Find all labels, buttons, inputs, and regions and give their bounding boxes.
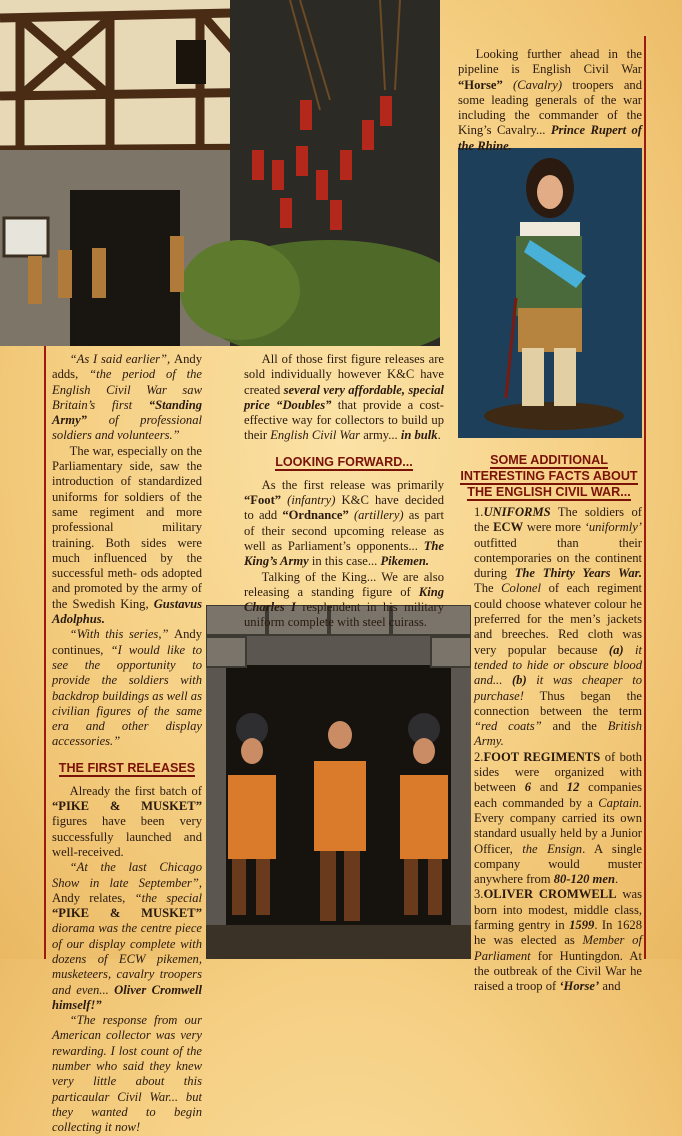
column-2	[244, 352, 444, 631]
body-text: and	[599, 979, 621, 994]
uniforms-term: UNIFORMS	[483, 505, 551, 519]
doubles-emphasis: several very affordable, special price “Doubles”	[244, 382, 444, 412]
pike-musket-name: “PIKE & MUSKET”	[52, 799, 202, 814]
cavalry-term: (Cavalry)	[502, 77, 563, 92]
intro-right-text	[458, 47, 642, 154]
fact-number: 2.	[474, 749, 484, 764]
pikemen-term: Pikemen.	[380, 554, 430, 569]
body-text: and	[531, 780, 567, 795]
body-text: Talking of the King... We are also releasing a standing figure of	[244, 569, 444, 599]
cromwell-term: OLIVER CROMWELL	[483, 887, 617, 902]
body-text: .	[437, 428, 441, 443]
birth-year: 1599	[569, 918, 595, 933]
body-text: resplendent in his military uniform complete with steel cuirass.	[244, 600, 444, 630]
body-text: for Huntingdon. At the outbreak of the Civil War he raised a troop of	[474, 948, 642, 994]
body-text: Every company carried its own standard usually held by a Junior Officer,	[474, 810, 642, 856]
number: 6	[524, 780, 532, 795]
body-text: were more	[523, 520, 585, 535]
king-charles-name: King Charles I	[244, 584, 444, 615]
fact-number: 3.	[474, 887, 484, 902]
quote-text: “the special	[134, 890, 202, 905]
body-text: companies each commanded by a	[474, 780, 642, 810]
column-rule-left	[44, 346, 46, 959]
body-text: All of those first figure releases are sold individually however K&C have created	[244, 352, 444, 397]
body-text: it tended to hide or obscure blood and...	[474, 642, 642, 688]
foot-regiments-term: FOOT REGIMENTS	[483, 749, 601, 764]
body-text: The war, especially on the Parliamentary side, saw the introduction of standardized uniforms for soldiers of the same regiment and more professional military training. Both sides were much influenced by the successful meth- ods adopted and promoted by the army of the Swedish King,	[52, 443, 202, 611]
body-text: The soldiers of the	[474, 505, 642, 535]
captain-term: Captain.	[598, 795, 642, 810]
option-a: (a)	[608, 642, 624, 657]
body-text: and the	[541, 719, 608, 734]
body-text: .	[614, 872, 619, 887]
quote-text: “As I said earlier”,	[69, 352, 174, 366]
body-text: was born into modest, middle class, farming gentry in	[474, 887, 642, 933]
looking-forward-heading: LOOKING FORWARD...	[275, 454, 413, 469]
uniformly-term: ‘uniformly’	[584, 520, 642, 535]
gustavus-name: Gustavus Adolphus.	[52, 596, 202, 627]
intro-text: Looking further ahead in the pipeline is English Civil War	[458, 47, 642, 77]
fact-number: 1.	[474, 505, 484, 519]
quote-text: “the period of the English Civil War saw Britain’s first	[52, 367, 202, 412]
body-text: K&C have decided to add	[244, 493, 444, 523]
quote-text: “With this series,”	[69, 627, 174, 642]
body-text: Thus began the connection between the term	[474, 688, 642, 718]
body-text: outfitted than their contemporaries on the continent during	[474, 535, 642, 581]
attribution: Andy continues,	[52, 627, 202, 657]
thirty-years-war: The Thirty Years War.	[514, 566, 642, 581]
body-text: As the first release was primarily	[261, 477, 444, 492]
body-text: Already the first batch of	[69, 783, 202, 798]
quote-text: of professional soldiers and volunteers.”	[52, 413, 202, 443]
body-text: that provide a cost-effective way for collectors to build up their	[244, 397, 444, 443]
colonel-term: Colonel	[501, 581, 542, 596]
additional-facts-heading: SOME ADDITIONAL INTERESTING FACTS ABOUT THE ENGLISH CIVIL WAR...	[460, 453, 638, 499]
cromwell-name: Oliver Cromwell himself!”	[52, 982, 203, 1012]
body-text: in this case...	[308, 554, 381, 569]
body-text: army...	[360, 428, 401, 443]
body-text: figures have been very successfully launched and well-received.	[52, 814, 202, 859]
artillery-term: (artillery)	[348, 508, 404, 523]
horse-term: ‘Horse’	[559, 979, 600, 994]
body-text: of each regiment could choose whatever colour he preferred for the men’s jackets and breeches. Red cloth was very popular because	[474, 581, 643, 657]
body-text: The	[474, 581, 502, 596]
british-army-term: British Army.	[474, 719, 642, 749]
column-3-upper	[474, 505, 642, 995]
foot-term: “Foot”	[244, 493, 282, 508]
column-1	[52, 352, 202, 1136]
in-bulk-emphasis: in bulk	[400, 428, 438, 443]
ensign-term: the Ensign	[522, 841, 583, 856]
pike-musket-name: “PIKE & MUSKET”	[52, 906, 202, 921]
quote-text: “At the last Chicago Show in late September”,	[52, 860, 202, 890]
attribution: Andy relates,	[52, 890, 135, 905]
company-size: 80-120 men	[553, 872, 615, 887]
red-coats-term: “red coats”	[474, 719, 542, 734]
kings-army-term: The King’s Army	[244, 538, 444, 569]
number: 12	[566, 780, 580, 795]
mp-term: Member of Parliament	[474, 933, 642, 963]
horse-term: “Horse”	[458, 77, 503, 92]
column-rule-right	[644, 36, 646, 959]
body-text: of both sides were organized with between	[474, 749, 642, 795]
ecw-figures-photo	[206, 605, 471, 959]
prince-rupert-figure-photo	[458, 148, 642, 438]
emphasis: “Standing Army”	[52, 397, 202, 428]
diorama-photo	[0, 0, 440, 346]
quote-text: diorama was the centre piece of our display complete with dozens of ECW pikemen, musketeers, cavalry troopers and even...	[52, 921, 202, 997]
attribution: Andy adds,	[52, 352, 202, 382]
ecw-abbr: ECW	[493, 520, 524, 535]
ecw-term: English Civil War	[270, 428, 361, 443]
body-text: . A single company would muster anywhere from	[474, 841, 642, 887]
ordnance-term: “Ordnance”	[282, 508, 349, 523]
prince-rupert-name: Prince Rupert of the Rhine.	[458, 123, 642, 153]
body-text: . In 1628 he was elected as	[474, 918, 642, 948]
option-b: (b)	[511, 673, 527, 688]
first-releases-heading: THE FIRST RELEASES	[58, 760, 196, 775]
infantry-term: (infantry)	[281, 493, 336, 508]
quote-paragraph: “The response from our American collector was very rewarding. I lost count of the number who said they knew very little about this particaular Civil War... but they wanted to begin collecting it now!	[52, 1013, 202, 1135]
body-text: as part of their second upcoming release as well as Parliament’s opponents...	[244, 508, 445, 553]
body-text: it was cheaper to purchase!	[474, 673, 643, 703]
quote-text: “I would like to see the opportunity to provide the soldiers with backdrop buildings as well as civilian figures of the same era and other display accessories.”	[52, 642, 202, 749]
intro-text-cont: troopers and some leading generals of the war including the commander of the King’s Cavalry...	[458, 77, 643, 138]
